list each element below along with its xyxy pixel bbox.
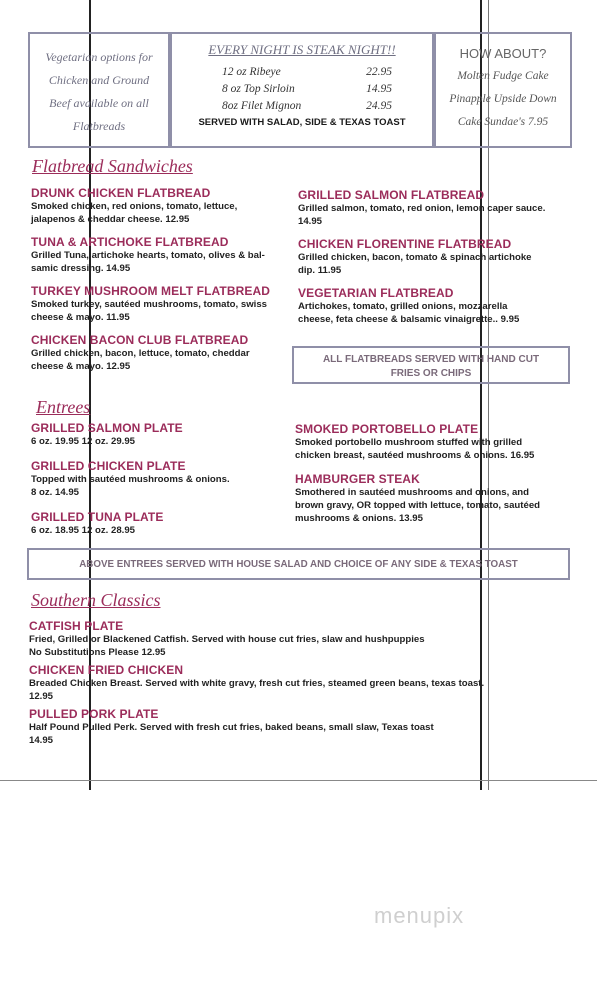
item-desc: Fried, Grilled or Blackened Catfish. Served with house cut fries, slaw and hushpuppies bbox=[29, 634, 425, 645]
menu-item bbox=[31, 284, 291, 324]
menu-item bbox=[31, 421, 291, 448]
item-desc: Grilled chicken, bacon, lettuce, tomato, cheddar bbox=[31, 348, 250, 359]
entrees-served-banner bbox=[27, 548, 570, 580]
steak-name: 8 oz Top Sirloin bbox=[222, 83, 295, 95]
item-title: GRILLED TUNA PLATE bbox=[31, 510, 164, 524]
item-desc: dip. 11.95 bbox=[298, 265, 342, 276]
item-desc: samic dressing. 14.95 bbox=[31, 263, 131, 274]
item-title: CHICKEN FRIED CHICKEN bbox=[29, 663, 184, 677]
flatbread-left-column bbox=[31, 186, 291, 373]
item-desc: Smothered in sautéed mushrooms and onions, and bbox=[295, 487, 530, 498]
vegetarian-note-box bbox=[28, 32, 170, 148]
item-desc: chicken breast, sautéed mushrooms & onions. 16.95 bbox=[295, 450, 535, 461]
item-desc: cheese & mayo. 12.95 bbox=[31, 361, 131, 372]
item-title: SMOKED PORTOBELLO PLATE bbox=[295, 422, 479, 436]
menu-item bbox=[295, 422, 575, 462]
item-desc: Smoked portobello mushroom stuffed with grilled bbox=[295, 437, 523, 448]
dessert-line-1: Molten Fudge Cake bbox=[457, 70, 549, 82]
entrees-served-text: ABOVE ENTREES SERVED WITH HOUSE SALAD AND CHOICE OF ANY SIDE & TEXAS TOAST bbox=[79, 559, 518, 570]
dessert-box bbox=[434, 32, 572, 148]
item-desc: Smoked chicken, red onions, tomato, lettuce, bbox=[31, 201, 238, 212]
item-title: VEGETARIAN FLATBREAD bbox=[298, 286, 454, 300]
item-title: DRUNK CHICKEN FLATBREAD bbox=[31, 186, 211, 200]
item-title: TURKEY MUSHROOM MELT FLATBREAD bbox=[31, 284, 270, 298]
steak-price: 14.95 bbox=[366, 83, 392, 95]
item-title: TUNA & ARTICHOKE FLATBREAD bbox=[31, 235, 229, 249]
steak-night-title: EVERY NIGHT IS STEAK NIGHT!! bbox=[208, 42, 396, 57]
entrees-right-column bbox=[295, 422, 575, 525]
menu-item bbox=[31, 459, 291, 499]
item-desc: Grilled salmon, tomato, red onion, lemon caper sauce. bbox=[298, 203, 546, 214]
item-desc: 6 oz. 18.95 12 oz. 28.95 bbox=[31, 525, 135, 536]
item-desc: 6 oz. 19.95 12 oz. 29.95 bbox=[31, 436, 135, 447]
veg-line-3: Beef available on all bbox=[49, 96, 149, 110]
menu-item bbox=[298, 237, 573, 277]
dessert-line-3: Cake Sundae's 7.95 bbox=[457, 116, 549, 128]
dessert-title: HOW ABOUT? bbox=[459, 46, 547, 61]
menu-item bbox=[298, 286, 573, 326]
item-desc: No Substitutions Please 12.95 bbox=[29, 647, 166, 658]
menu-item bbox=[29, 619, 579, 659]
menu-item bbox=[298, 188, 573, 228]
menu-item bbox=[29, 663, 579, 703]
flatbread-served-line-1: ALL FLATBREADS SERVED WITH HAND CUT bbox=[322, 354, 540, 365]
entrees-heading: Entrees bbox=[36, 397, 91, 417]
menupix-watermark: menupix bbox=[374, 903, 465, 928]
menu-item bbox=[29, 707, 579, 747]
flatbread-served-box bbox=[292, 346, 570, 384]
item-desc: 14.95 bbox=[298, 216, 323, 227]
item-desc: brown gravy, OR topped with lettuce, tomato, sautéed bbox=[295, 500, 541, 511]
steak-served-note: SERVED WITH SALAD, SIDE & TEXAS TOAST bbox=[198, 117, 406, 128]
item-desc: jalapenos & cheddar cheese. 12.95 bbox=[31, 214, 190, 225]
item-desc: Artichokes, tomato, grilled onions, mozzarella bbox=[298, 301, 508, 312]
item-desc: cheese & mayo. 11.95 bbox=[31, 312, 130, 323]
flatbread-heading: Flatbread Sandwiches bbox=[32, 156, 193, 176]
dessert-line-2: Pinapple Upside Down bbox=[449, 93, 557, 105]
veg-line-2: Chicken and Ground bbox=[48, 73, 150, 87]
menu-item bbox=[31, 235, 291, 275]
item-title: GRILLED SALMON PLATE bbox=[31, 421, 183, 435]
veg-line-1: Vegetarian options for bbox=[45, 50, 153, 64]
southern-column bbox=[29, 619, 579, 747]
menu-item bbox=[31, 510, 291, 537]
item-desc: Smoked turkey, sautéed mushrooms, tomato, swiss bbox=[31, 299, 268, 310]
item-desc: 8 oz. 14.95 bbox=[31, 487, 79, 498]
menu-item bbox=[31, 333, 291, 373]
item-desc: Grilled chicken, bacon, tomato & spinach artichoke bbox=[298, 252, 532, 263]
southern-heading: Southern Classics bbox=[31, 590, 161, 610]
menu-item bbox=[31, 186, 291, 226]
item-desc: 14.95 bbox=[29, 735, 54, 746]
veg-line-4: Flatbreads bbox=[72, 119, 126, 133]
item-desc: Grilled Tuna, artichoke hearts, tomato, olives & bal- bbox=[31, 250, 265, 261]
item-title: HAMBURGER STEAK bbox=[295, 472, 420, 486]
item-title: CATFISH PLATE bbox=[29, 619, 124, 633]
item-desc: Topped with sautéed mushrooms & onions. bbox=[31, 474, 230, 485]
steak-night-box bbox=[170, 32, 434, 148]
item-title: CHICKEN FLORENTINE FLATBREAD bbox=[298, 237, 512, 251]
steak-row bbox=[222, 81, 392, 98]
item-title: GRILLED SALMON FLATBREAD bbox=[298, 188, 485, 202]
item-desc: cheese, feta cheese & balsamic vinaigrette.. 9.95 bbox=[298, 314, 520, 325]
steak-price: 22.95 bbox=[366, 66, 392, 78]
steak-name: 8oz Filet Mignon bbox=[222, 100, 302, 112]
steak-row bbox=[222, 64, 392, 81]
item-desc: mushrooms & onions. 13.95 bbox=[295, 513, 423, 524]
flatbread-right-column bbox=[298, 188, 573, 326]
menu-item bbox=[295, 472, 575, 525]
item-title: PULLED PORK PLATE bbox=[29, 707, 159, 721]
page-bottom-rule bbox=[0, 780, 597, 781]
steak-row bbox=[222, 98, 392, 115]
item-desc: Breaded Chicken Breast. Served with white gravy, fresh cut fries, steamed green beans, texas toast. bbox=[29, 678, 485, 689]
steak-name: 12 oz Ribeye bbox=[222, 66, 281, 78]
steak-price: 24.95 bbox=[366, 100, 392, 112]
flatbread-served-line-2: FRIES OR CHIPS bbox=[390, 368, 472, 379]
item-title: GRILLED CHICKEN PLATE bbox=[31, 459, 186, 473]
entrees-left-column bbox=[31, 421, 291, 537]
item-desc: Half Pound Pulled Perk. Served with fresh cut fries, baked beans, small slaw, Texas toast bbox=[29, 722, 434, 733]
item-desc: 12.95 bbox=[29, 691, 54, 702]
item-title: CHICKEN BACON CLUB FLATBREAD bbox=[31, 333, 249, 347]
